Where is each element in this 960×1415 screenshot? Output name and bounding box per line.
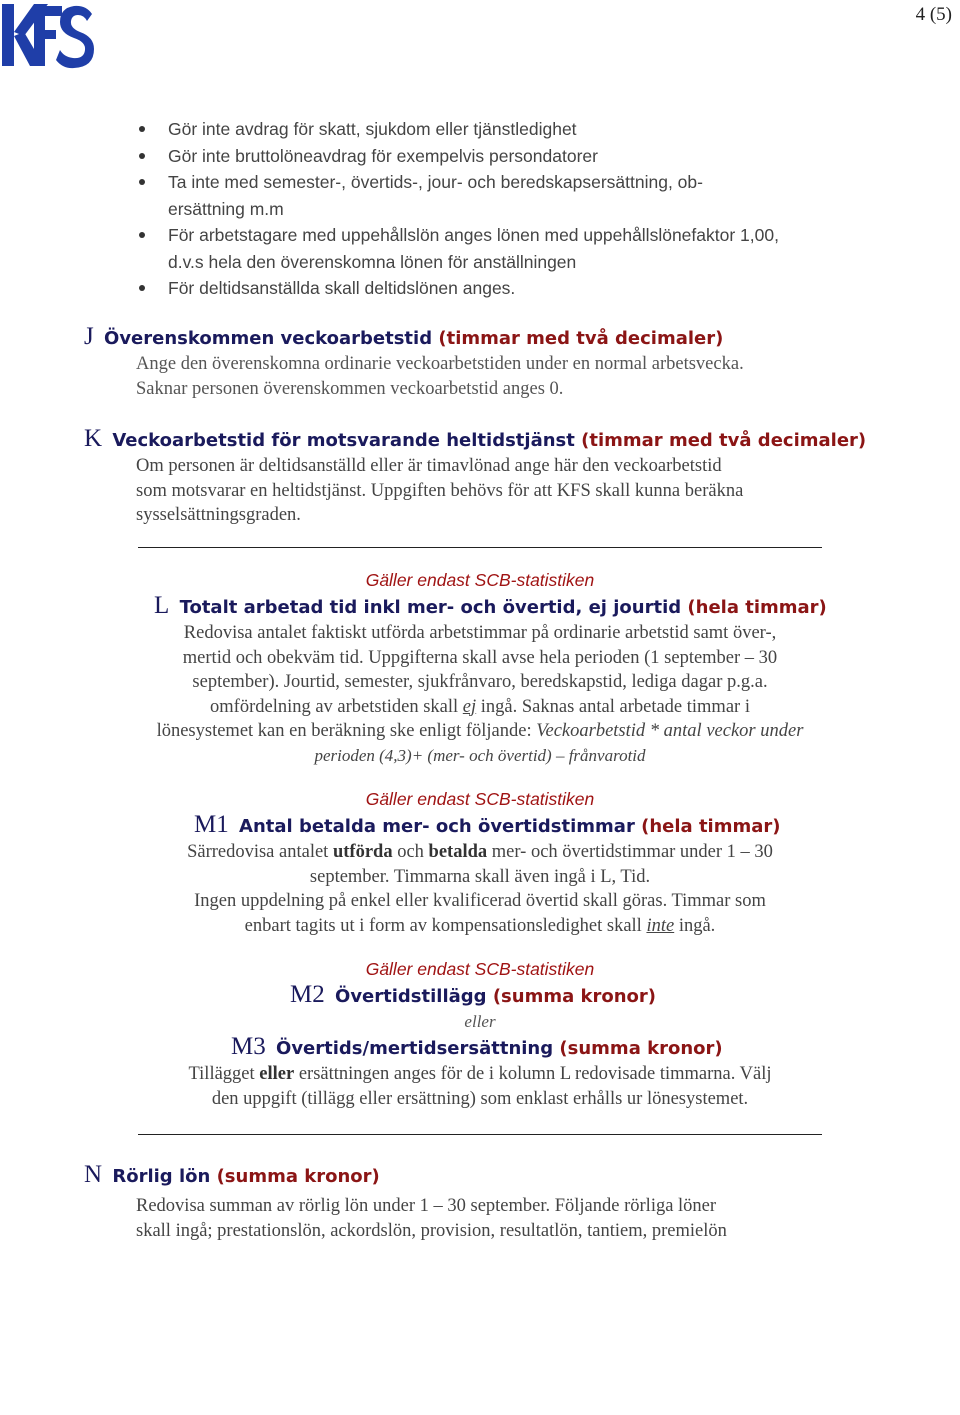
text-line bbox=[90, 1062, 870, 1087]
text-line: september. Timmarna skall även ingå i L, Tid. bbox=[309, 866, 651, 887]
section-n-body bbox=[136, 1194, 727, 1243]
section-m3-unit: (summa kronor) bbox=[559, 1038, 723, 1059]
page-number: 4 (5) bbox=[915, 4, 952, 25]
text-line bbox=[90, 840, 870, 865]
bold-text: eller bbox=[259, 1064, 295, 1084]
divider bbox=[138, 1134, 822, 1135]
section-l bbox=[90, 570, 870, 768]
text-span: Tillägget bbox=[188, 1064, 260, 1084]
section-m1-heading bbox=[194, 812, 870, 840]
text-line: september). Jourtid, semester, sjukfrånvaro, beredskapstid, lediga dagar p.g.a. bbox=[192, 672, 768, 692]
text-span: enbart tagits ut i form av kompensationsledighet skall bbox=[244, 915, 647, 936]
section-m3-letter: M3 bbox=[231, 1033, 266, 1060]
section-n-heading bbox=[84, 1162, 727, 1190]
section-j-title: Överenskommen veckoarbetstid bbox=[104, 328, 433, 349]
section-m2-letter: M2 bbox=[290, 981, 325, 1008]
section-k-heading bbox=[84, 426, 866, 454]
text-span: lönesystemet kan en beräkning ske enligt följande: bbox=[156, 721, 537, 741]
section-m1-body bbox=[90, 840, 870, 938]
section-m2-m3 bbox=[90, 959, 870, 1111]
section-m2-title: Övertidstillägg bbox=[335, 986, 487, 1007]
scb-label: Gäller endast SCB-statistiken bbox=[365, 789, 595, 809]
section-m1-unit: (hela timmar) bbox=[641, 816, 781, 837]
scb-label: Gäller endast SCB-statistiken bbox=[365, 570, 595, 590]
text-span: mer- och övertidstimmar under 1 – 30 bbox=[487, 842, 773, 862]
section-l-body bbox=[90, 621, 870, 768]
emphasis: inte bbox=[646, 915, 675, 936]
formula-text: Veckoarbetstid * antal veckor under bbox=[536, 721, 804, 741]
list-item-continuation: d.v.s hela den överenskomna lönen för anställningen bbox=[168, 251, 577, 272]
bold-text: betalda bbox=[428, 842, 488, 862]
text-line bbox=[90, 719, 870, 744]
text-line: sysselsättningsgraden. bbox=[136, 505, 301, 525]
bold-text: utförda bbox=[332, 842, 393, 862]
section-m3-title: Övertids/mertidsersättning bbox=[276, 1038, 554, 1059]
text-line: som motsvarar en heltidstjänst. Uppgiften behövs för att KFS skall kunna beräkna bbox=[136, 480, 744, 501]
text-line bbox=[90, 695, 870, 720]
section-m2-heading bbox=[290, 982, 870, 1010]
text-line bbox=[90, 914, 870, 939]
emphasis: ej bbox=[462, 696, 477, 717]
section-l-letter: L bbox=[154, 592, 170, 619]
text-span: ingå. bbox=[674, 915, 716, 936]
text-span: ersättningen anges för de i kolumn L redovisade timmarna. Välj bbox=[294, 1064, 772, 1084]
section-m1-title: Antal betalda mer- och övertidstimmar bbox=[239, 816, 635, 837]
section-m1-letter: M1 bbox=[194, 811, 229, 838]
section-m3-heading bbox=[231, 1034, 870, 1062]
section-n-title: Rörlig lön bbox=[112, 1166, 211, 1187]
rules-list bbox=[138, 116, 858, 302]
list-item: Gör inte bruttolöneavdrag för exempelvis persondatorer bbox=[138, 143, 858, 170]
text-line: Ange den överenskomna ordinarie veckoarbetstiden under en normal arbetsvecka. bbox=[136, 354, 744, 374]
section-k-title: Veckoarbetstid för motsvarande heltidstjänst bbox=[112, 430, 575, 451]
list-item: Ta inte med semester-, övertids-, jour- och beredskapsersättning, ob- bbox=[138, 169, 858, 196]
section-k bbox=[84, 426, 866, 528]
formula-text: perioden (4,3)+ (mer- och övertid) – frånvarotid bbox=[314, 745, 646, 765]
section-l-title: Totalt arbetad tid inkl mer- och övertid, ej jourtid bbox=[179, 597, 682, 618]
section-k-unit: (timmar med två decimaler) bbox=[581, 430, 867, 451]
section-k-letter: K bbox=[84, 425, 103, 452]
text-line: Saknar personen överenskommen veckoarbetstid anges 0. bbox=[136, 378, 564, 399]
text-span: och bbox=[392, 842, 429, 862]
text-span: Särredovisa antalet bbox=[187, 842, 333, 862]
text-line: mertid och obekväm tid. Uppgifterna skall avse hela perioden (1 september – 30 bbox=[182, 647, 778, 668]
section-l-heading bbox=[154, 593, 870, 621]
text-line: Redovisa antalet faktiskt utförda arbetstimmar på ordinarie arbetstid samt över-, bbox=[183, 623, 777, 643]
divider bbox=[138, 547, 822, 548]
list-item: För deltidsanställda skall deltidslönen anges. bbox=[138, 275, 858, 302]
kfs-logo bbox=[0, 0, 96, 76]
text-line: Ingen uppdelning på enkel eller kvalificerad övertid skall göras. Timmar som bbox=[194, 891, 766, 911]
list-item: För arbetstagare med uppehållslön anges lönen med uppehållslönefaktor 1,00, bbox=[138, 222, 858, 249]
section-j-unit: (timmar med två decimaler) bbox=[438, 328, 724, 349]
section-j-body bbox=[136, 352, 744, 401]
list-item-continuation: ersättning m.m bbox=[168, 198, 284, 219]
section-n bbox=[84, 1162, 727, 1243]
text-span: omfördelning av arbetstiden skall bbox=[210, 696, 463, 717]
section-n-letter: N bbox=[84, 1161, 103, 1188]
section-k-body bbox=[136, 454, 866, 528]
section-j-letter: J bbox=[84, 323, 94, 350]
section-l-unit: (hela timmar) bbox=[687, 597, 827, 618]
section-m2-unit: (summa kronor) bbox=[492, 986, 657, 1007]
section-m1 bbox=[90, 789, 870, 938]
text-line: Redovisa summan av rörlig lön under 1 – 30 september. Följande rörliga löner bbox=[136, 1196, 717, 1216]
text-line: den uppgift (tillägg eller ersättning) som enklast erhålls ur lönesystemet. bbox=[211, 1088, 749, 1109]
or-label: eller bbox=[464, 1012, 496, 1031]
list-item: Gör inte avdrag för skatt, sjukdom eller tjänstledighet bbox=[138, 116, 858, 143]
section-j bbox=[84, 324, 744, 401]
text-line: Om personen är deltidsanställd eller är timavlönad ange här den veckoarbetstid bbox=[136, 456, 722, 476]
text-line: skall ingå; prestationslön, ackordslön, provision, resultatlön, tantiem, premielön bbox=[136, 1220, 727, 1241]
scb-label: Gäller endast SCB-statistiken bbox=[365, 959, 595, 979]
section-m3-body bbox=[90, 1062, 870, 1111]
section-n-unit: (summa kronor) bbox=[216, 1166, 380, 1187]
text-span: ingå. Saknas antal arbetade timmar i bbox=[476, 696, 750, 717]
section-j-heading bbox=[84, 324, 744, 352]
